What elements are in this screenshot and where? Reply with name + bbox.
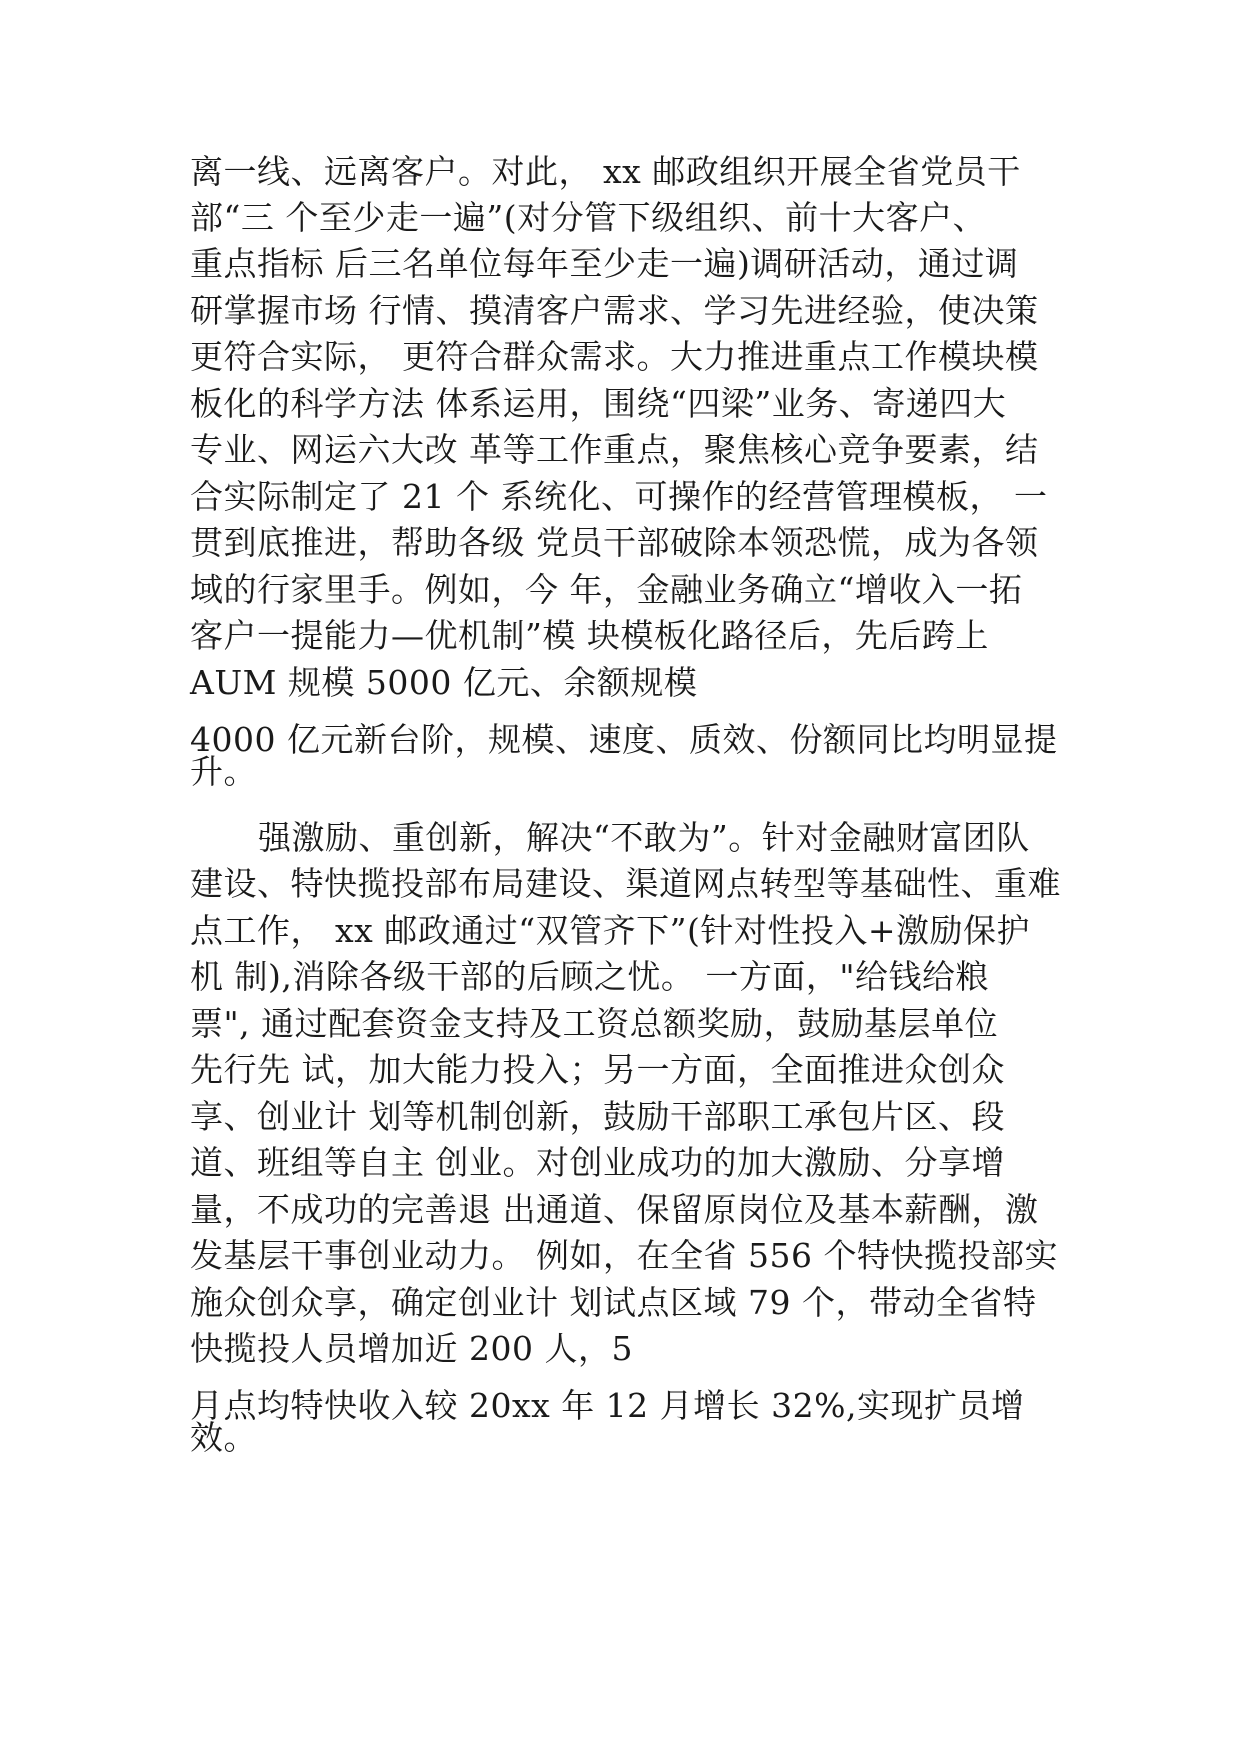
text-line: 快揽投人员增加近 200 人，5 [190, 1329, 633, 1368]
text-line: 发基层干事创业动力。 例如，在全省 556 个特快揽投部实 [190, 1236, 1058, 1275]
text-line: 建设、特快揽投部布局建设、渠道网点转型等基础性、重难 [190, 864, 1061, 903]
text-line: 票", 通过配套资金支持及工资总额奖励，鼓励基层单位 [190, 1004, 999, 1043]
text-line: 研掌握市场 行情、摸清客户需求、学习先进经验，使决策 [190, 291, 1039, 330]
text-line: 月点均特快收入较 20xx 年 12 月增长 32%,实现扩员增 [190, 1386, 1025, 1425]
text-line: 板化的科学方法 体系运用，围绕“四梁”业务、寄递四大 [190, 384, 1007, 423]
text-line: 重点指标 后三名单位每年至少走一遍)调研活动，通过调 [190, 244, 1019, 283]
text-line: 合实际制定了 21 个 系统化、可操作的经营管理模板， 一 [190, 477, 1048, 516]
text-line: 4000 亿元新台阶，规模、速度、质效、份额同比均明显提 [190, 720, 1058, 759]
text-line: 离一线、远离客户。对此， xx 邮政组织开展全省党员干 [190, 152, 1021, 191]
text-line: 享、创业计 划等机制创新，鼓励干部职工承包片区、段 [190, 1097, 1005, 1136]
text-line: 部“三 个至少走一遍”(对分管下级组织、前十大客户、 [190, 198, 987, 237]
text-line: 道、班组等自主 创业。对创业成功的加大激励、分享增 [190, 1143, 1005, 1182]
text-line: AUM 规模 5000 亿元、余额规模 [190, 663, 698, 702]
text-line: 更符合实际， 更符合群众需求。大力推进重点工作模块模 [190, 337, 1039, 376]
text-line: 施众创众享，确定创业计 划试点区域 79 个，带动全省特 [190, 1283, 1037, 1322]
text-line: 客户一提能力—优机制”模 块模板化路径后，先后跨上 [190, 616, 989, 655]
text-line: 点工作， xx 邮政通过“双管齐下”(针对性投入+激励保护 [190, 911, 1030, 950]
paragraph-first-line: 强激励、重创新，解决“不敢为”。针对金融财富团队 [258, 818, 1030, 857]
text-line: 升。 [190, 752, 257, 791]
text-line: 量，不成功的完善退 出通道、保留原岗位及基本薪酬，激 [190, 1190, 1039, 1229]
text-line: 效。 [190, 1418, 257, 1457]
text-line: 专业、网运六大改 革等工作重点，聚焦核心竞争要素，结 [190, 430, 1039, 469]
text-line: 贯到底推进，帮助各级 党员干部破除本领恐慌，成为各领 [190, 523, 1039, 562]
text-line: 机 制),消除各级干部的后顾之忧。 一方面，"给钱给粮 [190, 957, 990, 996]
text-line: 先行先 试，加大能力投入；另一方面，全面推进众创众 [190, 1050, 1005, 1089]
text-line: 域的行家里手。例如，今 年，金融业务确立“增收入一拓 [190, 570, 1023, 609]
